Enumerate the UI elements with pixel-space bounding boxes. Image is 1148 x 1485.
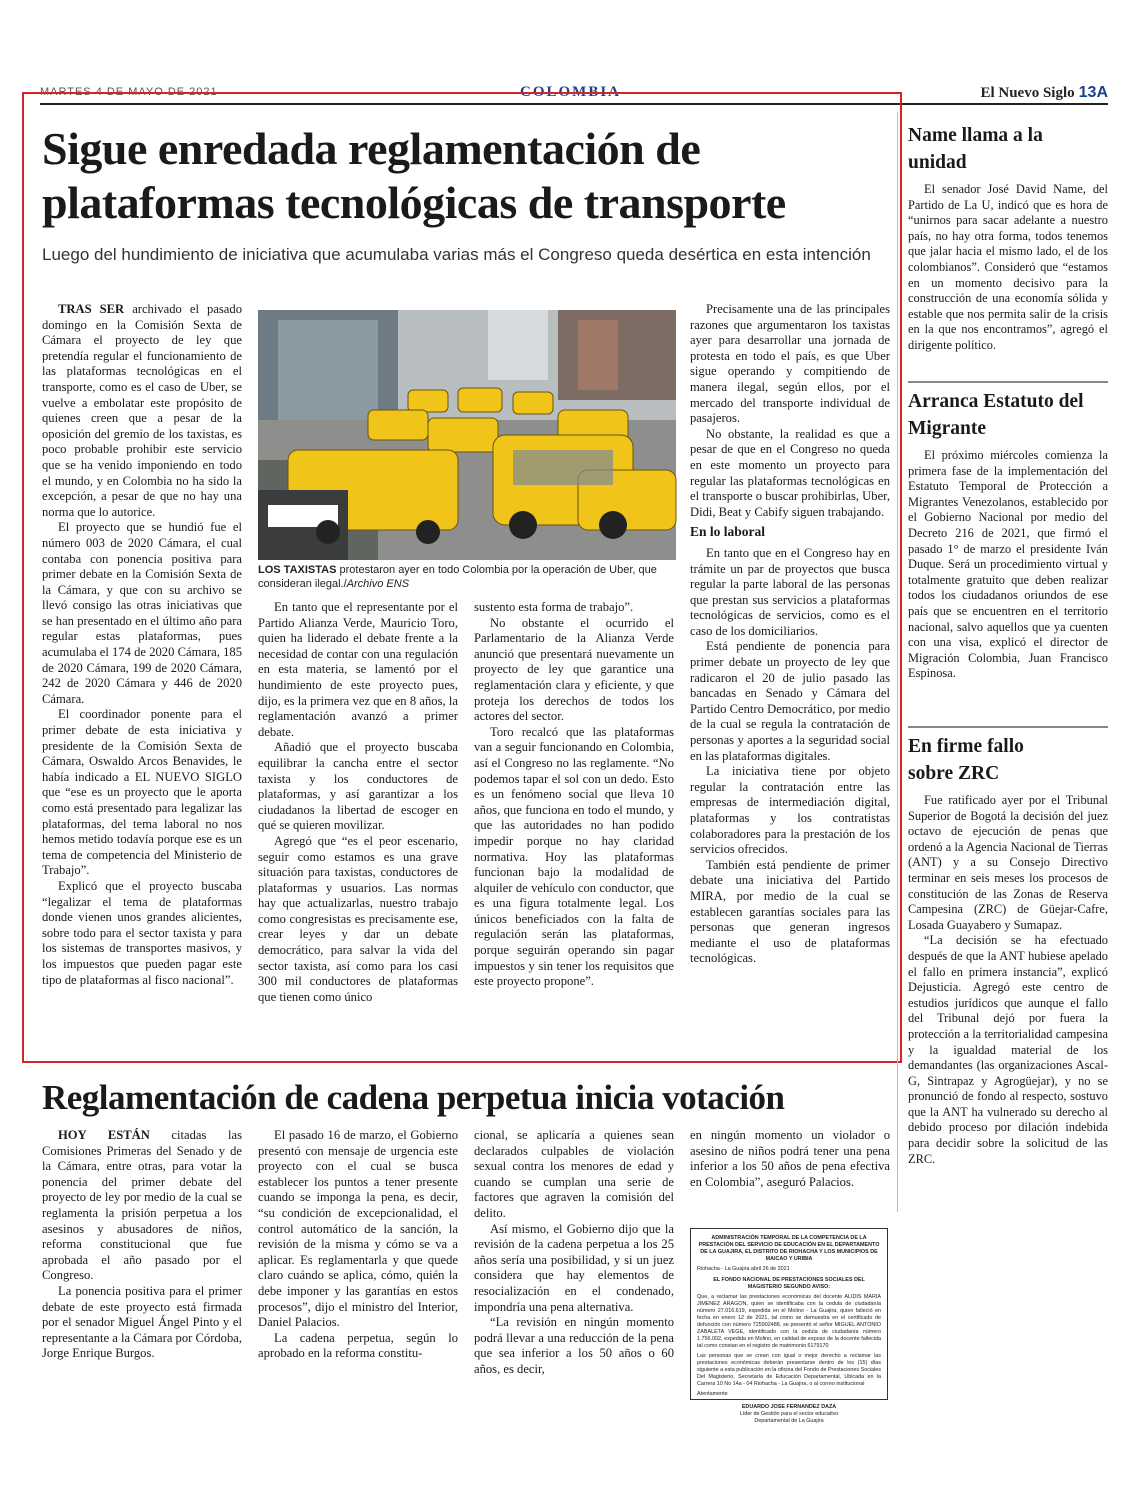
- notice-body: Las personas que se crean con igual o mejor derecho a reclamar las prestaciones económicas deberán presentarse dentro de los (15) días siguiente a esta publicación en la oficina del Fondo de Prestaciones Sociales Del Magisterio, Secretaría de Educación Departamental, Ubicada en la Carrera 10 No 14a - 04 Riohacha - La Guajira, o al correo institucional: [697, 1353, 881, 1387]
- photo-credit: Archivo ENS: [346, 578, 410, 590]
- notice-place-date: Riohacha - La Guajira abril 26 de 2021: [697, 1266, 790, 1272]
- paper-masthead: [980, 84, 1108, 102]
- sidebar-brief-zrc: [908, 793, 1108, 1167]
- notice-title: ADMINISTRACIÓN TEMPORAL DE LA COMPETENCIA DE LA PRESTACIÓN DEL SERVICIO DE EDUCACIÓN EN EL DEPARTAMENTO DE LA GUAJIRA, EL DISTRITO DE RIOHACHA Y LOS MUNICIPIOS DE MAICAO Y URIBIA: [698, 1235, 880, 1262]
- article-paragraph: Agregó que “es el peor escenario, seguir como estamos es una grave situación para taxistas, conductores de plataformas y usuarios. Las normas hay que actualizarlas, nuestro trabajo como congresistas es precisamente ese, crear leyes y dar un debate democrático, para salvar la vida del sector taxista, así como para los casi 300 mil conductores de plataformas que tienen como único: [258, 833, 458, 1004]
- notice-heading: EL FONDO NACIONAL DE PRESTACIONES SOCIALES DEL MAGISTERIO SEGUNDO AVISO:: [713, 1277, 865, 1290]
- sidebar-divider: [897, 112, 898, 1212]
- brief-text: Fue ratificado ayer por el Tribunal Superior de Bogotá la decisión del juez octavo de ejecución de penas que ordenó a la Agencia Nacional de Tierras (ANT) y a su Consejo Directivo terminar en seis meses los procesos de constitución de las Zonas de Reserva Campesina (ZRC) de Güejar-Cafre, Losada Guayabero y Sumapaz.: [908, 793, 1108, 932]
- article-paragraph: sustento esta forma de trabajo”.: [474, 600, 634, 614]
- sidebar-separator: [908, 726, 1108, 728]
- article-paragraph: Toro recalcó que las plataformas van a seguir funcionando en Colombia, así el Congreso no las reglamente. “No podemos tapar el sol con un dedo. Esto es un fenómeno social que lleva 10 años, que funciona en todo el mundo, y que las autoridades no han podido impedir porque no hay claridad normativa. Hoy las plataformas funcionan bajo la modalidad de alquiler de vehículo con conductor, que es una figura totalmente legal. Los únicos beneficiados con la falta de regulación serán las plataformas, porque seguirán operando sin pagar impuestos y sin tener los requisitos que este proyecto propone”.: [474, 724, 674, 989]
- article-paragraph: El proyecto que se hundió fue el número 003 de 2020 Cámara, el cual contaba con ponencia positiva para primer debate en la Comisión Sexta de la Cámara, y que con su archivo se llevó consigo las otras iniciativas que se han presentado en el último año para regular estas plataformas, pues acumulaba el 174 de 2020 Cámara, 185 de 2020 Cámara, 199 de 2020 Cámara, 242 de 2020 Cámara y 446 de 2020 Cámara.: [42, 520, 242, 706]
- paragraph-text: archivado el pasado domingo en la Comisión Sexta de Cámara el proyecto de ley que pretendía regular el funcionamiento de las plataformas tecnológicas en el transporte, como es el caso de Uber, se vuelve a embolatar este propósito de quienes creen que a pesar de la oposición del gremio de los taxistas, es poco probable prohibir este servicio que se ha venido imponiendo en todo el mundo, y en Colombia no ha sido la excepción, a pesar de que no hay una norma que lo autorice.: [42, 302, 242, 519]
- sidebar-brief-name: [908, 182, 1108, 354]
- article-paragraph: Explicó que el proyecto buscaba “legalizar el tema de plataformas donde vienen unos grandes alicientes, sobre todo para el sector taxista y para los sistemas de transportes masivos, y los impuestos que pueden pagar este tipo de plataformas al fisco nacional”.: [42, 878, 242, 987]
- header-rule: [40, 103, 1108, 105]
- taxi-protest-photo: [258, 310, 676, 560]
- brief-text: “La decisión se ha efectuado después de que la ANT hubiese apelado el fallo en primera instancia”, explicó Dejusticia. Agregó este centro de estudios jurídicos que aunque el fallo del Tribunal dejó por fuera la protección a la territorialidad campesina y la igualdad material de los demandantes (las organizaciones Ascal-G, Sintrapaz y Agrogüejar), y no se pronunció de fondo al respecto, sostuvo que la ANT ha vulnerado su derecho al debido proceso por dilación indebida para decidir sobre la solicitud de las ZRC.: [908, 933, 1108, 1166]
- article-paragraph: También está pendiente de primer debate una iniciativa del Partido MIRA, por medio de la cual se establecen garantías sociales para las personas que generan ingresos mediante el uso de plataformas tecnológicas.: [690, 857, 890, 966]
- article-paragraph: La cadena perpetua, según lo aprobado en la reforma constitu-: [258, 1330, 458, 1361]
- article-paragraph: cional, se aplicaría a quienes sean declarados culpables de violación sexual contra los menores de edad y cuando se cumplan una serie de factores que agraven la comisión del delito.: [474, 1128, 674, 1220]
- article-headline: Sigue enredada reglamentación de plataformas tecnológicas de transporte: [42, 123, 786, 228]
- notice-body: Que, a reclamar las prestaciones económicas del docente ALIDIS MARIA JIMENEZ ARAGON, quien se identificaba con la cedula de ciudadanía número 27.016.619, expedida en el Molino - La Guajira, quien falleció en fecha en enero 12 de 2021, tal como se demuestra en el certificado de defunción con número 725902488, se presentó el señor MIGUEL ANTONIO ZABALETA VEGE, identificado con la cedula de ciudadanía número 1.756.002, expedida en Molino, en calidad de esposo de la docente fallecida tal como constan en el registro de matrimonio 6179170: [697, 1294, 881, 1349]
- article-paragraph: Añadió que el proyecto buscaba equilibrar la cancha entre el sector taxista y los conductores de plataformas, y así garantizar a los ciudadanos la libertad de escoger en qué se quieren movilizar.: [258, 740, 458, 833]
- article-column-4: [690, 302, 890, 967]
- caption-lead: LOS TAXISTAS: [258, 564, 337, 576]
- article-paragraph: La iniciativa tiene por objeto regular la contratación entre las empresas de intermediación digital, plataformas y los contratistas colaboradores para la prestación de los servicios ofrecidos.: [690, 764, 890, 857]
- page-header: [40, 84, 1108, 104]
- lead-in: HOY ESTÁN: [58, 1128, 150, 1142]
- article2-column-3: [474, 1128, 674, 1378]
- sidebar-brief-migrante: [908, 448, 1108, 682]
- article2-column-4: [690, 1128, 890, 1190]
- article-column-1: [42, 302, 242, 988]
- article-paragraph: No obstante el ocurrido el Parlamentario de la Alianza Verde anunció que presentará nuevamente un proyecto de ley que garantice una reglamentación clara y eficiente, y que proteja los derechos de todos los actores del sector.: [474, 615, 674, 724]
- sidebar-headline-zrc: En firme fallo sobre ZRC: [908, 736, 1024, 784]
- notice-closing: Atentamente: [697, 1391, 728, 1397]
- paper-name: El Nuevo Siglo: [980, 85, 1075, 101]
- sidebar-separator: [908, 381, 1108, 383]
- article-paragraph: Así mismo, el Gobierno dijo que la revisión de la cadena perpetua a los 25 años sería una posibilidad, y si un juez considera que hay elementos de resocialización en el condenado, impondría una pena alternativa.: [474, 1221, 674, 1314]
- article-paragraph: En tanto que el representante por el Partido Alianza Verde, Mauricio Toro, quien ha liderado el debate frente a la necesidad de contar con una regulación en esta materia, se lamentó por el hundimiento de este proyecto pues, dijo, es la primera vez que en 8 años, la reglamentación avanzó a primer debate.: [258, 600, 458, 739]
- brief-text: El senador José David Name, del Partido de La U, indicó que es hora de “unirnos para sacar adelante a nuestro país, no hay otra forma, todos tenemos que jalar hacia el mismo lado, el de los colombianos”. Consideró que “estamos en un momento decisivo para la construcción de una economía sólida y estable que nos permita salir de la crisis en la que nos encontramos”, agregó el dirigente político.: [908, 182, 1108, 352]
- article-paragraph: La ponencia positiva para el primer debate de este proyecto está firmada por el senador Miguel Ángel Pinto y el representante a la Cámara por Córdoba, Jorge Enrique Burgos.: [42, 1283, 243, 1361]
- paragraph-text: citadas las Comisiones Primeras del Senado y de la Cámara, entre otras, para votar la ponencia del primer debate del proyecto de ley por medio de la cual se reglamenta la prisión perpetua a los asesinos y abusadores de niños, reforma constitucional que fue aprobada el año pasado por el Congreso.: [42, 1128, 242, 1283]
- article-deck: Luego del hundimiento de iniciativa que acumulaba varias más el Congreso queda desértica en esta intención: [42, 245, 871, 264]
- caption-text: protestaron ayer en todo Colombia por la operación de Uber, que consideran ilegal./: [258, 564, 657, 590]
- photo-caption: [258, 563, 676, 591]
- article-paragraph: Está pendiente de ponencia para primer debate un proyecto de ley que radicaron el 20 de julio pasado las bancadas en Senado y Cámara del Partido Centro Democrático, por medio de la cual se regula la contratación de personas y aportes a la seguridad social en las plataformas digitales.: [690, 639, 890, 763]
- article-paragraph: El coordinador ponente para el primer debate de esta iniciativa y presidente de la Comisión Sexta de Cámara, Oswaldo Arcos Benavides, le había indicado a EL NUEVO SIGLO que “ese es un proyecto que le aporta como está presentado para legalizar las plataformas, del tema laboral no nos hemos metido todavía porque ese es un tema de competencia del Ministerio de Trabajo”.: [42, 707, 242, 878]
- article2-headline: Reglamentación de cadena perpetua inicia votación: [42, 1078, 785, 1117]
- article-paragraph: en ningún momento un violador o asesino de niños podrá tener una pena inferior a los 50 años de pena efectiva en Colombia”, aseguró Palacios.: [690, 1128, 890, 1189]
- article2-column-2: [258, 1128, 458, 1362]
- article-paragraph: En tanto que en el Congreso hay en trámite un par de proyectos que busca regular la parte laboral de las personas que prestan sus servicios a plataformas tecnológicas de servicios, como es el caso de los domiciliarios.: [690, 545, 890, 638]
- issue-date: MARTES 4 DE MAYO DE 2021: [40, 86, 218, 98]
- article-column-2: [258, 600, 458, 1005]
- brief-text: El próximo miércoles comienza la primera fase de la implementación del Estatuto Temporal de Protección a Migrantes Venezolanos, establecido por el Gobierno Nacional por medio del Decreto 216 de 2021, que firmó el pasado 1° de marzo el presidente Iván Duque. Será un procedimiento virtual y totalmente gratuito que deben realizar todos los ciudadanos oriundos de ese país que se encuentren en el territorio nacional, salvo aquellos que ya cuenten con una visa, explicó el director de Migración Colombia, Juan Francisco Espinosa.: [908, 448, 1108, 681]
- sidebar-headline-name: Name llama a la unidad: [908, 125, 1043, 173]
- taxi-protest-image: [258, 310, 676, 560]
- lead-in: TRAS SER: [58, 302, 125, 316]
- sidebar-headline-migrante: Arranca Estatuto del Migrante: [908, 391, 1084, 439]
- notice-signer-role: Líder de Gestión para el sector educativo: [739, 1411, 839, 1417]
- section-name: COLOMBIA: [520, 84, 622, 100]
- article-paragraph: El pasado 16 de marzo, el Gobierno presentó con mensaje de urgencia este proyecto con el cual se busca establecer los puntos a tener presente cuando se imponga la pena, es decir, “su condición de excepcionalidad, el control automático de la sanción, la revisión de la misma y cómo se va a aplicar. Es reglamentarla y que quede claro cuándo se aplica, cómo, quién la debe imponer y las garantías en estos procesos”, dijo el ministro del Interior, Daniel Palacios.: [258, 1128, 458, 1330]
- notice-signer-dept: Departamental de La Guajira: [754, 1418, 824, 1424]
- article-paragraph: [42, 302, 242, 520]
- article-subhead: En lo laboral: [690, 524, 766, 540]
- article2-column-1: [42, 1128, 242, 1362]
- legal-notice: [690, 1228, 888, 1424]
- article-paragraph: “La revisión en ningún momento podrá llevar a una reducción de la pena que sea inferior a los 50 años o 60 años, es decir,: [474, 1315, 674, 1376]
- article-paragraph: No obstante, la realidad es que a pesar de que en el Congreso no queda en este momento un proyecto para regular las plataformas tecnológicas en el transporte o buscar prohibirlas, Uber, Didi, Beat y Cabify siguen trabajando.: [690, 426, 890, 519]
- page-number: 13A: [1078, 84, 1108, 101]
- article-column-3: [474, 600, 674, 990]
- article-paragraph: Precisamente una de las principales razones que argumentaron los taxistas ayer para desarrollar una jornada de protesta en todo el país, es que Uber sigue operando y compitiendo de manera ilegal, según ellos, por el mercado del transporte individual de pasajeros.: [690, 302, 890, 426]
- article-paragraph: [42, 1128, 242, 1284]
- notice-signer: EDUARDO JOSE FERNANDEZ DAZA: [741, 1404, 837, 1410]
